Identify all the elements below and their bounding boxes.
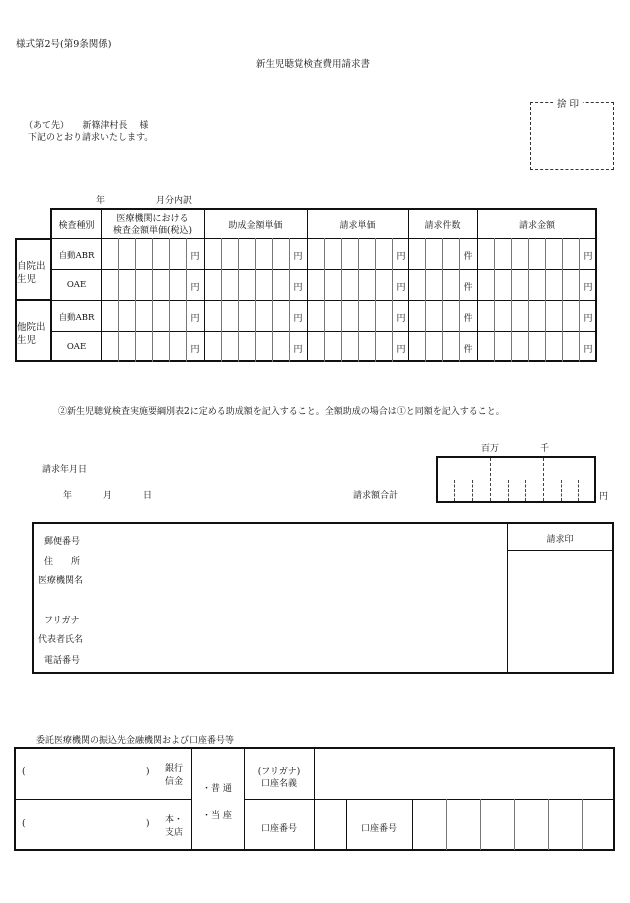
period-month: 月分内訳: [156, 196, 193, 206]
bank-type-line2: 信金: [165, 777, 184, 787]
account-type-current[interactable]: ・当 座: [202, 811, 232, 821]
branch-paren-close: ): [146, 819, 150, 829]
total-thousand-label: 千: [540, 444, 550, 454]
group-own-label-line2: 生児: [17, 274, 37, 285]
yen-unit: 円: [396, 252, 406, 262]
header-subsidy: 助成金額単価: [228, 221, 283, 231]
total-million-label: 百万: [481, 444, 500, 454]
phone-label: 電話番号: [44, 656, 81, 666]
row-type-label: 自動ABR: [58, 313, 95, 323]
bank-paren-close: ): [146, 767, 150, 777]
yen-unit: 円: [293, 283, 303, 293]
yen-unit: 円: [583, 345, 593, 355]
yen-unit: 円: [583, 314, 593, 324]
branch-line1: 本・: [165, 815, 184, 825]
holder-label-line1: (フリガナ): [257, 767, 301, 777]
ken-unit: 件: [463, 252, 473, 262]
institution-label: 医療機関名: [38, 576, 84, 586]
period-year: 年: [96, 196, 106, 206]
document-title: 新生児聴覚検査費用請求書: [256, 59, 371, 70]
row-type-label: 自動ABR: [58, 251, 95, 261]
bank-type-line1: 銀行: [165, 764, 184, 774]
total-amount-box[interactable]: [436, 456, 596, 503]
header-type: 検査種別: [58, 221, 95, 231]
claim-date-label: 請求年月日: [42, 465, 88, 475]
yen-unit: 円: [190, 252, 200, 262]
yen-unit: 円: [190, 345, 200, 355]
header-unit-price-line2: 検査金額単価(税込): [112, 226, 193, 236]
ken-unit: 件: [463, 345, 473, 355]
intro-text: 下記のとおり請求いたします。: [28, 133, 154, 143]
addressee: （あて先） 新篠津村長 様: [24, 121, 149, 131]
group-other-label-line1: 他院出: [17, 322, 46, 333]
claim-date-month: 月: [103, 491, 113, 501]
yen-unit: 円: [583, 283, 593, 293]
yen-unit: 円: [293, 314, 303, 324]
header-unit-price-line1: 医療機関における: [116, 214, 189, 224]
account-number-label-2: 口座番号: [360, 824, 397, 834]
yen-unit: 円: [396, 345, 406, 355]
yen-unit: 円: [190, 314, 200, 324]
header-amount: 請求金額: [518, 221, 555, 231]
branch-paren-open: (: [22, 819, 26, 829]
ken-unit: 件: [463, 283, 473, 293]
group-own-label-line1: 自院出: [17, 261, 46, 272]
yen-unit: 円: [293, 252, 303, 262]
yen-unit: 円: [190, 283, 200, 293]
header-count: 請求件数: [424, 221, 461, 231]
bank-paren-open: (: [22, 767, 26, 777]
discard-stamp-label: 捨 印: [553, 96, 583, 110]
account-number-label: 口座番号: [260, 824, 297, 834]
breakdown-table: [15, 208, 597, 362]
holder-label-line2: 口座名義: [260, 779, 297, 789]
account-type-normal[interactable]: ・普 通: [202, 784, 232, 794]
yen-unit: 円: [396, 314, 406, 324]
row-type-label: OAE: [66, 280, 87, 290]
branch-line2: 支店: [165, 828, 184, 838]
yen-unit: 円: [293, 345, 303, 355]
postal-label: 郵便番号: [44, 537, 81, 547]
form-number: 様式第2号(第9条関係): [16, 39, 112, 50]
claim-date-year: 年: [63, 491, 73, 501]
bank-caption: 委託医療機関の振込先金融機関および口座番号等: [36, 736, 235, 746]
ken-unit: 件: [463, 314, 473, 324]
total-label: 請求額合計: [353, 491, 399, 501]
row-type-label: OAE: [66, 342, 87, 352]
yen-unit: 円: [396, 283, 406, 293]
claim-date-day: 日: [143, 491, 153, 501]
yen-unit: 円: [583, 252, 593, 262]
furigana-label: フリガナ: [44, 616, 80, 626]
discard-stamp-box: [530, 102, 614, 170]
representative-label: 代表者氏名: [38, 635, 84, 645]
note-text: ②新生児聴覚検査実施要綱別表2に定める助成額を記入すること。全額助成の場合は①と同額を記入すること。: [58, 407, 505, 417]
address-label: 住 所: [44, 557, 81, 567]
seal-label: 請求印: [546, 535, 574, 545]
group-other-label-line2: 生児: [17, 335, 37, 346]
header-claim-unit: 請求単価: [339, 221, 376, 231]
total-yen: 円: [599, 492, 609, 502]
